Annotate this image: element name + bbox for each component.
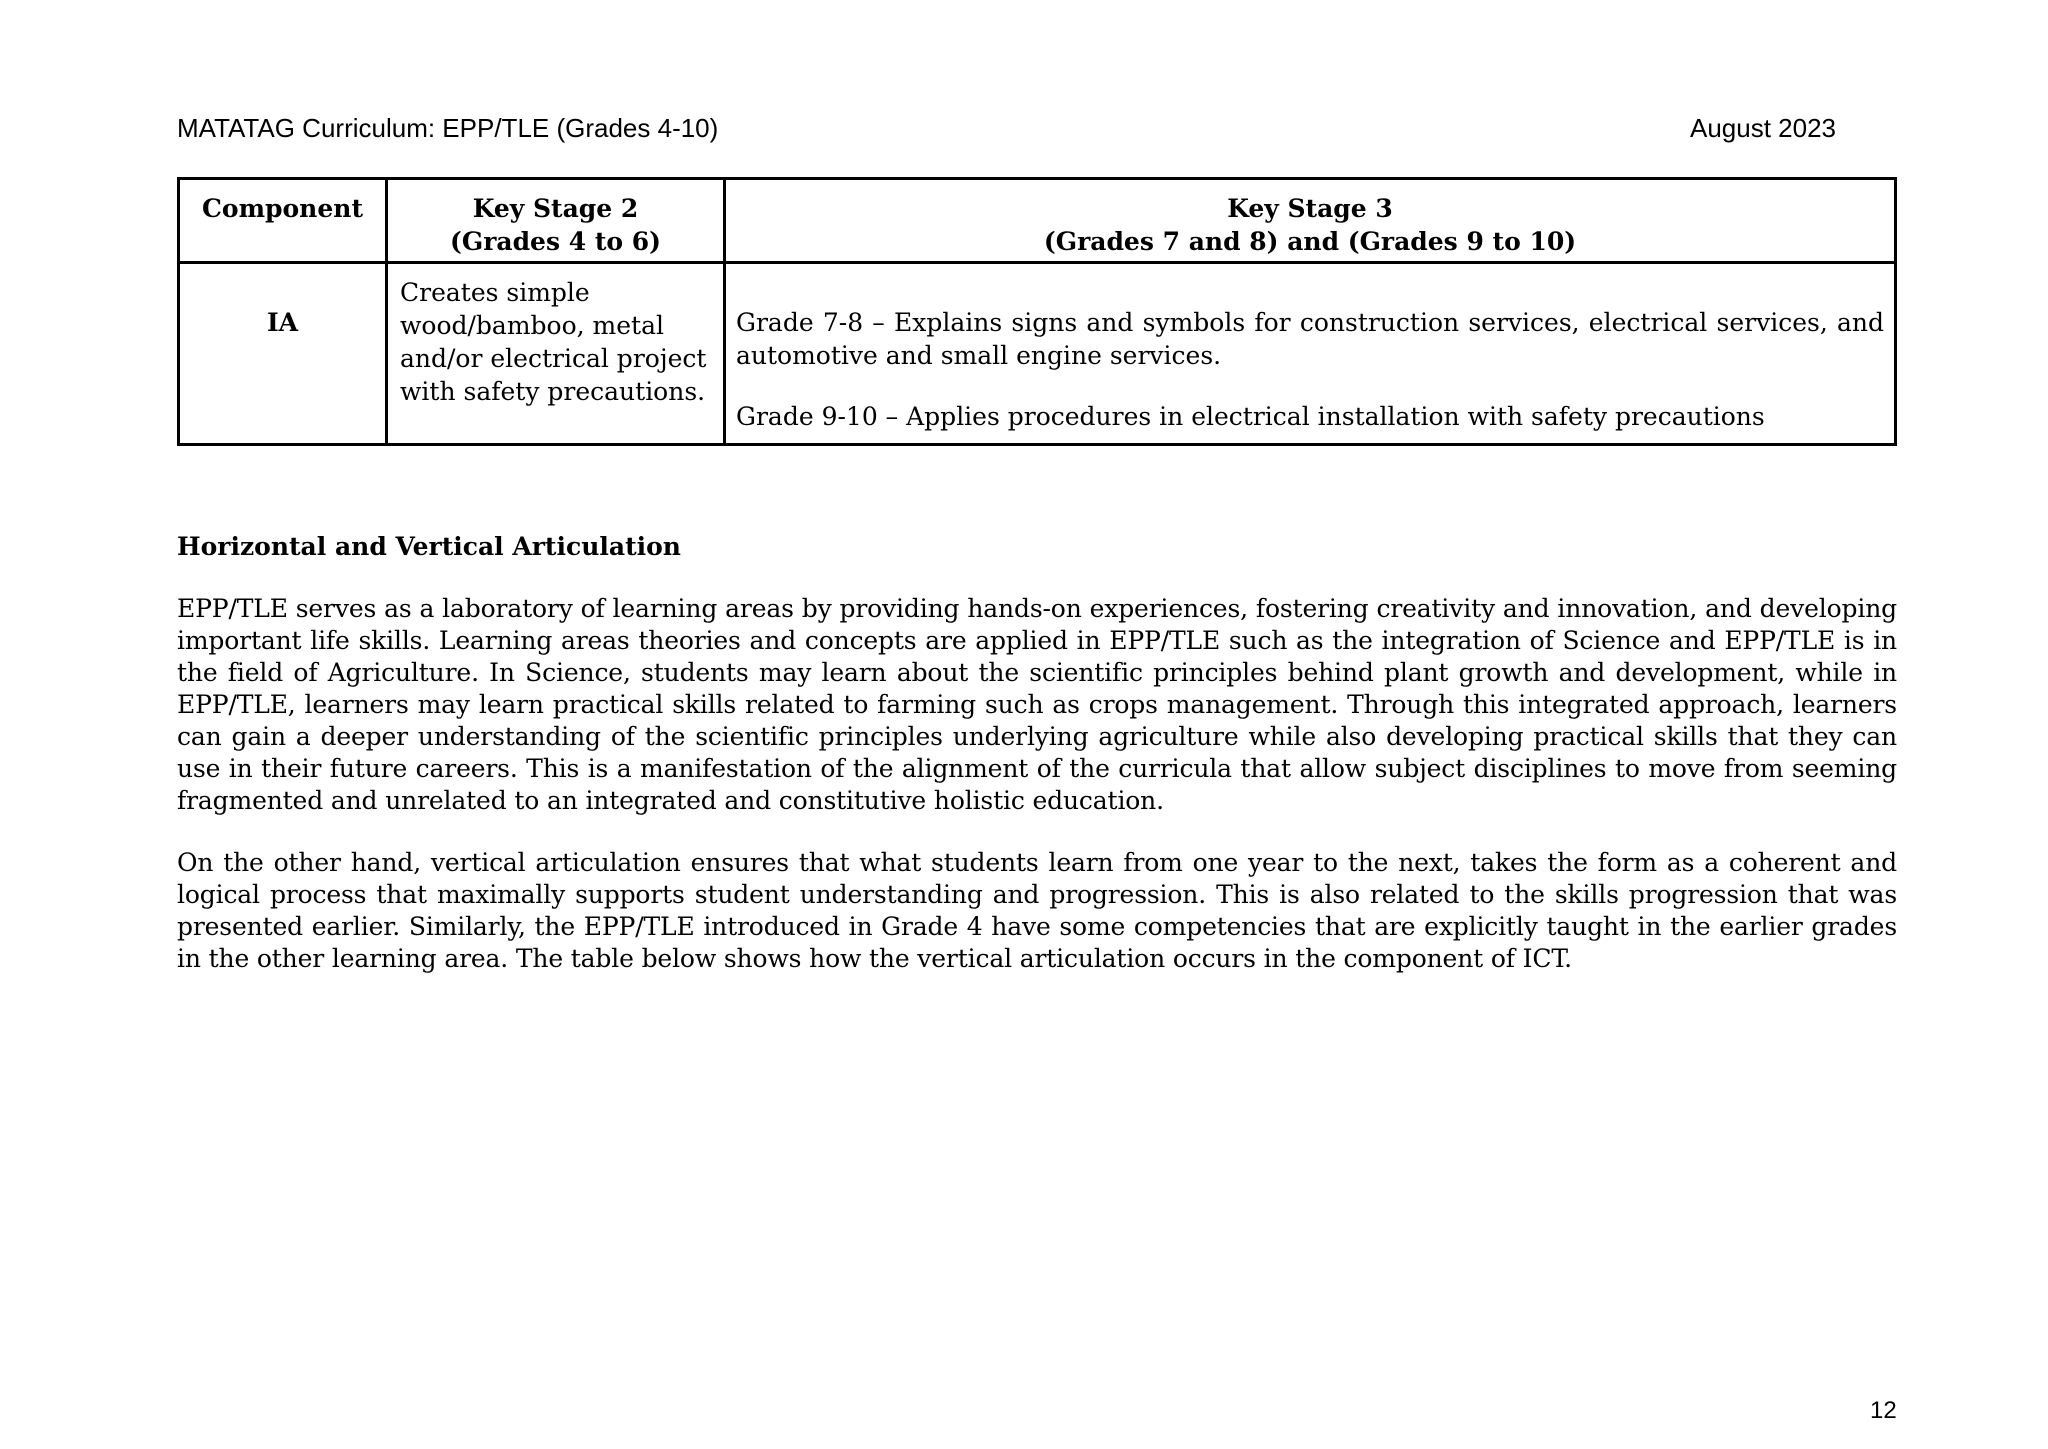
header-key-stage-2: [387, 179, 725, 263]
header-ks2-line2: (Grades 4 to 6): [450, 227, 661, 256]
table-row: [179, 263, 1896, 445]
paragraph-horizontal-articulation: EPP/TLE serves as a laboratory of learning areas by providing hands-on experiences, fostering creativity and innovation, and developing important life skills. Learning areas theories and concepts are applied in EPP/TLE such as the integration of Science and EPP/TLE is in the field of Agriculture. In Science, students may learn about the scientific principles behind plant growth and development, while in EPP/TLE, learners may learn practical skills related to farming such as crops management. Through this integrated approach, learners can gain a deeper understanding of the scientific principles underlying agriculture while also developing practical skills that they can use in their future careers. This is a manifestation of the alignment of the curricula that allow subject disciplines to move from seeming fragmented and unrelated to an integrated and constitutive holistic education.: [177, 594, 1897, 815]
cell-key-stage-3: [725, 263, 1896, 445]
cell-component: IA: [179, 263, 387, 445]
paragraph-vertical-articulation: On the other hand, vertical articulation ensures that what students learn from one year to the next, takes the form as a coherent and logical process that maximally supports student understanding and progression. This is also related to the skills progression that was presented earlier. Similarly, the EPP/TLE introduced in Grade 4 have some competencies that are explicitly taught in the earlier grades in the other learning area. The table below shows how the vertical articulation occurs in the component of ICT.: [177, 848, 1897, 973]
cell-key-stage-2: Creates simple wood/bamboo, metal and/or electrical project with safety precautions.: [387, 263, 725, 445]
running-header-title: MATATAG Curriculum: EPP/TLE (Grades 4-10): [177, 113, 719, 143]
ks3-grade-7-8: Grade 7-8 – Explains signs and symbols for construction services, electrical services, and automotive and small engine services.: [736, 308, 1884, 370]
header-component: [179, 179, 387, 263]
section-body: [177, 593, 1897, 1005]
ks3-grade-9-10: Grade 9-10 – Applies procedures in electrical installation with safety precautions: [736, 402, 1765, 431]
header-ks3-line1: Key Stage 3: [1227, 194, 1393, 223]
header-component-label: Component: [202, 194, 363, 223]
table-header-row: [179, 179, 1896, 263]
header-ks3-line2: (Grades 7 and 8) and (Grades 9 to 10): [1043, 227, 1577, 256]
section-heading: Horizontal and Vertical Articulation: [177, 532, 681, 561]
page-number: 12: [1870, 1397, 1897, 1424]
header-key-stage-3: [725, 179, 1896, 263]
component-table: [177, 177, 1897, 446]
running-header-date: August 2023: [1690, 113, 1837, 143]
header-ks2-line1: Key Stage 2: [472, 194, 639, 223]
